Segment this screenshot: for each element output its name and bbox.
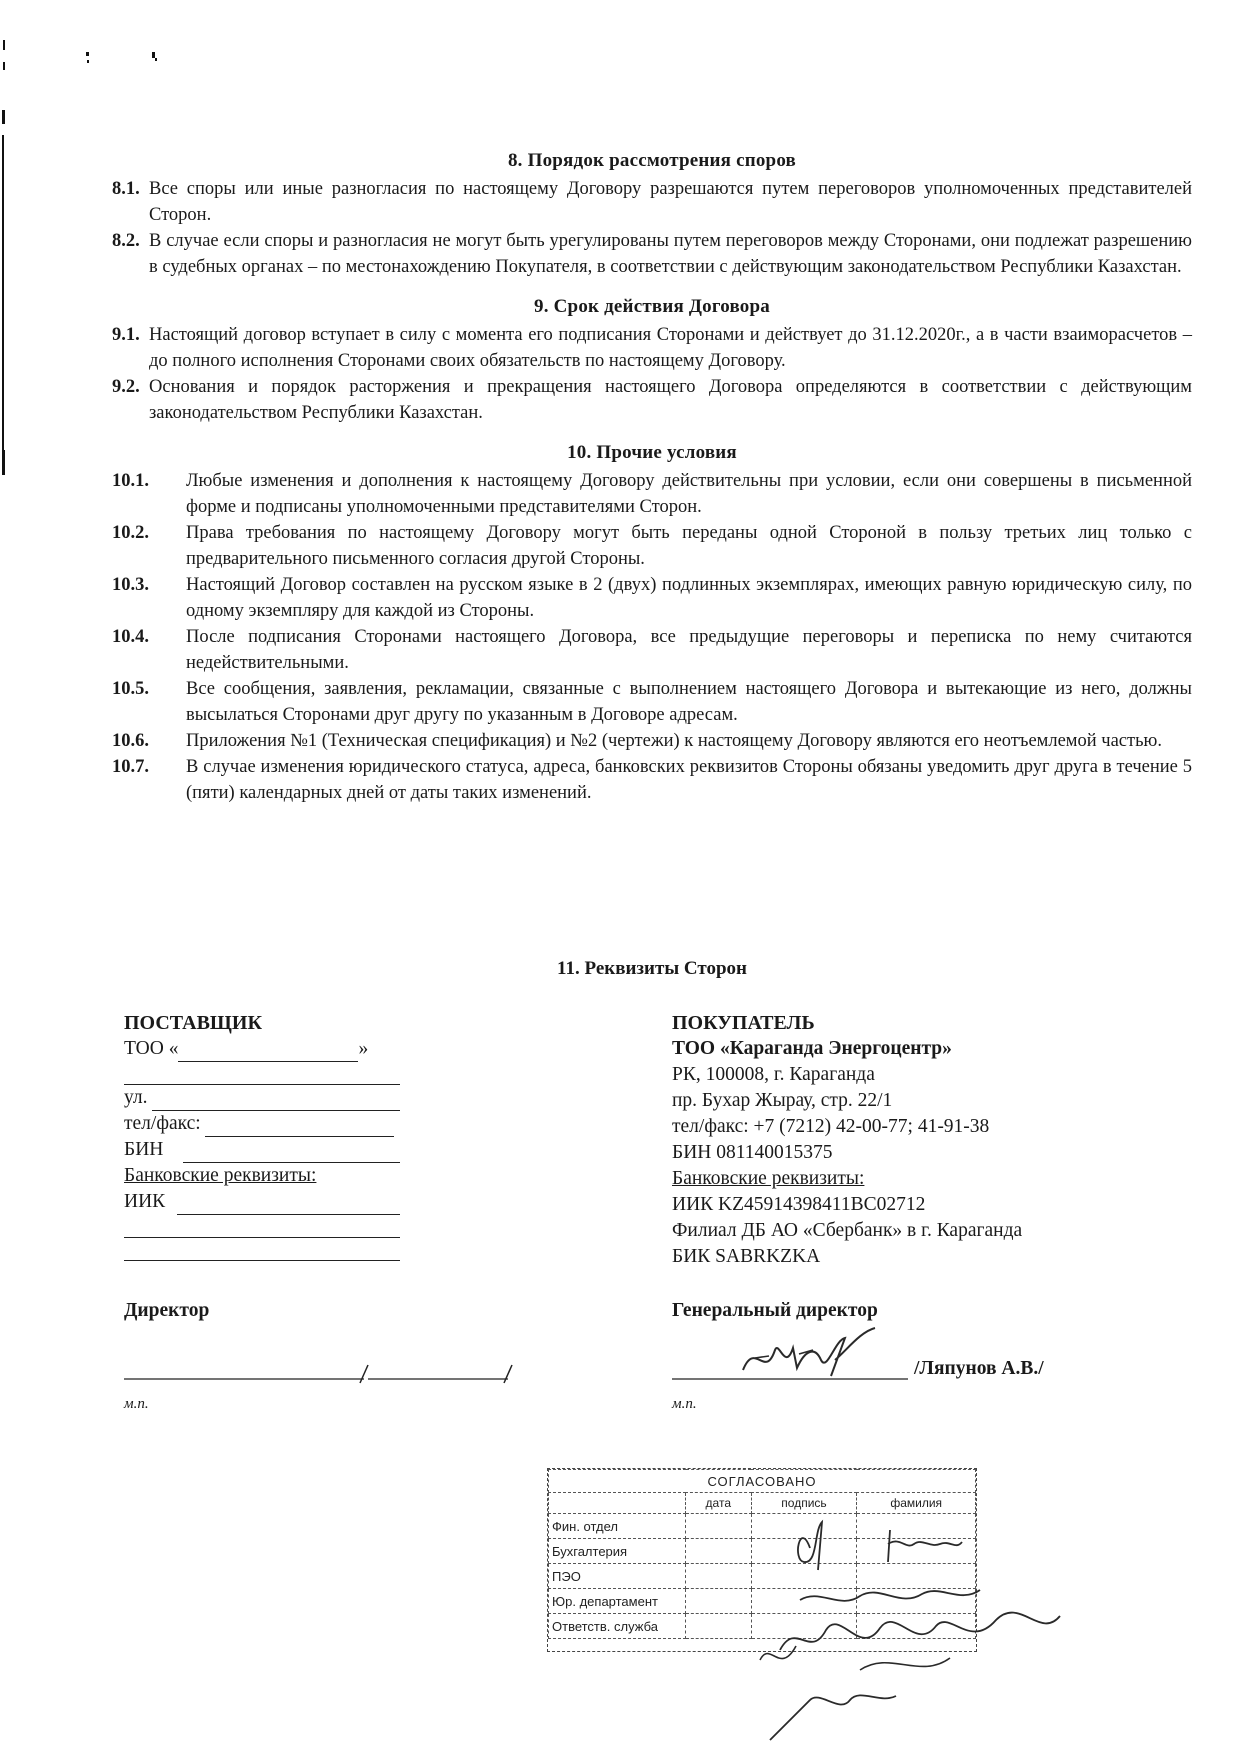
table-row	[549, 1589, 976, 1614]
buyer-heading: ПОКУПАТЕЛЬ	[672, 1012, 815, 1034]
section-10	[112, 442, 1192, 806]
clause-number: 10.2.	[112, 523, 149, 543]
clause-number: 10.6.	[112, 731, 149, 751]
clause-10-2	[112, 520, 1192, 572]
supplier-iik-label: ИИК	[124, 1191, 166, 1212]
row-label: Бухгалтерия	[549, 1539, 686, 1564]
clause-text: Основания и порядок расторжения и прекращения настоящего Договора определяются в соответствии с действующим законодательством Республики Казахстан.	[149, 377, 1192, 423]
clause-10-4	[112, 624, 1192, 676]
clause-text: Настоящий договор вступает в силу с момента его подписания Сторонами и действует до 31.12.2020г., а в части взаиморасчетов – до полного исполнения Сторонами своих обязательств по настоящему Договору.	[149, 325, 1192, 371]
blank-line	[152, 1092, 401, 1111]
clause-number: 8.1.	[112, 179, 140, 199]
buyer-stamp-place: м.п.	[672, 1396, 697, 1412]
section-10-title: 10. Прочие условия	[567, 442, 737, 463]
buyer-address-2: пр. Бухар Жырау, стр. 22/1	[672, 1090, 893, 1111]
buyer-signature-line	[672, 1355, 912, 1385]
column-header: дата	[686, 1493, 752, 1514]
clause-number: 10.7.	[112, 757, 149, 777]
buyer-company: ТОО «Караганда Энергоцентр»	[672, 1038, 952, 1059]
supplier-company-row	[124, 1036, 424, 1062]
clause-number: 8.2.	[112, 231, 140, 251]
supplier-bank-label: Банковские реквизиты:	[124, 1165, 317, 1186]
buyer-director-block	[672, 1300, 1232, 1322]
blank-line	[205, 1118, 394, 1137]
approval-table	[548, 1469, 976, 1639]
column-header: подпись	[751, 1493, 857, 1514]
clause-10-6	[112, 728, 1192, 754]
buyer-requisites	[672, 1010, 1232, 1270]
supplier-company-suffix: »	[358, 1038, 369, 1059]
clause-text: В случае если споры и разногласия не могут быть урегулированы путем переговоров между Сторонами, они подлежат разрешению в судебных органах – по местонахождению Покупателя, в соответствии с действующим законодательством Республики Казахстан.	[149, 231, 1192, 277]
clause-text: В случае изменения юридического статуса, адреса, банковских реквизитов Стороны обязаны уведомить друг друга в течение 5 (пяти) календарных дней от даты таких изменений.	[186, 757, 1192, 803]
supplier-heading: ПОСТАВЩИК	[124, 1012, 262, 1034]
clause-number: 10.5.	[112, 679, 149, 699]
clause-number: 9.2.	[112, 377, 140, 397]
supplier-requisites	[124, 1010, 424, 1261]
row-label: Юр. департамент	[549, 1589, 686, 1614]
table-row	[549, 1614, 976, 1639]
supplier-bin-label: БИН	[124, 1139, 164, 1160]
approval-title: СОГЛАСОВАНО	[549, 1470, 976, 1493]
clause-text: Права требования по настоящему Договору могут быть переданы одной Стороной в пользу третьих лиц только с предварительного письменного согласия другой Стороны.	[186, 523, 1192, 569]
row-label: Ответств. служба	[549, 1614, 686, 1639]
buyer-branch: Филиал ДБ АО «Сбербанк» в г. Караганда	[672, 1220, 1023, 1241]
supplier-street-row	[124, 1085, 424, 1111]
supplier-company-prefix: ТОО «	[124, 1038, 179, 1059]
approval-stamp	[547, 1468, 977, 1652]
supplier-company-blank	[178, 1043, 358, 1062]
supplier-iik-row	[124, 1189, 424, 1215]
blank-line	[183, 1144, 400, 1163]
supplier-signature-line	[124, 1355, 524, 1385]
buyer-signatory: /Ляпунов А.В./	[914, 1358, 1044, 1379]
clause-10-7	[112, 754, 1192, 806]
clause-text: После подписания Сторонами настоящего Договора, все предыдущие переговоры и переписка по нему считаются недействительными.	[186, 627, 1192, 673]
clause-8-2	[112, 228, 1192, 280]
buyer-iik: ИИК KZ45914398411BC02712	[672, 1194, 926, 1215]
row-label: Фин. отдел	[549, 1514, 686, 1539]
clause-10-5	[112, 676, 1192, 728]
section-9	[112, 296, 1192, 426]
buyer-address-1: РК, 100008, г. Караганда	[672, 1064, 875, 1085]
clause-8-1	[112, 176, 1192, 228]
column-header: фамилия	[857, 1493, 976, 1514]
buyer-bik: БИК SABRKZKA	[672, 1246, 821, 1267]
clause-text: Приложения №1 (Техническая спецификация) и №2 (чертежи) к настоящему Договору являются его неотъемлемой частью.	[186, 731, 1162, 751]
supplier-phone-row	[124, 1111, 424, 1137]
section-9-title: 9. Срок действия Договора	[534, 296, 770, 317]
buyer-phone: тел/факс: +7 (7212) 42-00-77; 41-91-38	[672, 1116, 990, 1137]
blank-line	[124, 1062, 400, 1085]
blank-line	[124, 1215, 400, 1238]
table-row	[549, 1514, 976, 1539]
clause-10-3	[112, 572, 1192, 624]
supplier-phone-label: тел/факс:	[124, 1113, 201, 1134]
supplier-bin-row	[124, 1137, 424, 1163]
clause-number: 10.3.	[112, 575, 149, 595]
section-8	[112, 150, 1192, 280]
supplier-stamp-place: м.п.	[124, 1396, 149, 1412]
supplier-street-label: ул.	[124, 1087, 148, 1108]
buyer-bank-label: Банковские реквизиты:	[672, 1168, 865, 1189]
buyer-director-label: Генеральный директор	[672, 1300, 878, 1321]
clause-10-1	[112, 468, 1192, 520]
blank-line	[177, 1196, 400, 1215]
section-8-title: 8. Порядок рассмотрения споров	[507, 150, 797, 171]
row-label: ПЭО	[549, 1564, 686, 1589]
blank-line	[124, 1238, 400, 1261]
clause-9-2	[112, 374, 1192, 426]
contract-page	[112, 150, 1192, 822]
section-11-title: 11. Реквизиты Сторон	[557, 958, 747, 979]
table-row	[549, 1539, 976, 1564]
supplier-director-label: Директор	[124, 1300, 210, 1321]
buyer-bin: БИН 081140015375	[672, 1142, 833, 1163]
clause-number: 9.1.	[112, 325, 140, 345]
clause-text: Все сообщения, заявления, рекламации, связанные с выполнением настоящего Договора и вытекающие из него, должны высылаться Сторонами друг другу по указанным в Договоре адресам.	[186, 679, 1192, 725]
clause-number: 10.4.	[112, 627, 149, 647]
clause-text: Любые изменения и дополнения к настоящему Договору действительны при условии, если они совершены в письменной форме и подписаны уполномоченными представителями Сторон.	[186, 471, 1192, 517]
table-row	[549, 1564, 976, 1589]
empty-header-cell	[549, 1493, 686, 1514]
clause-text: Настоящий Договор составлен на русском языке в 2 (двух) подлинных экземплярах, имеющих равную юридическую силу, по одному экземпляру для каждой из Стороны.	[186, 575, 1192, 621]
clause-number: 10.1.	[112, 471, 149, 491]
supplier-director-block	[124, 1300, 544, 1322]
clause-9-1	[112, 322, 1192, 374]
clause-text: Все споры или иные разногласия по настоящему Договору разрешаются путем переговоров уполномоченных представителей Сторон.	[149, 179, 1192, 225]
